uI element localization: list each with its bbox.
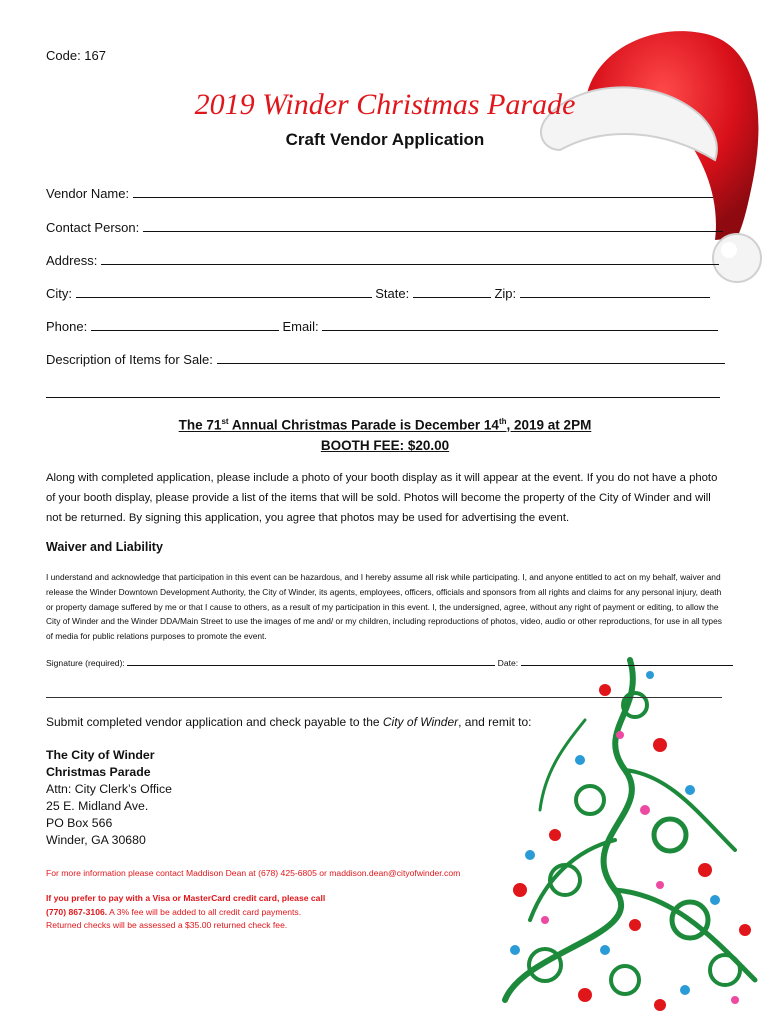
vendor-name-label: Vendor Name: [46,186,130,201]
divider [46,697,722,698]
address-field[interactable] [101,252,719,265]
address-line: 25 E. Midland Ave. [46,799,149,813]
date-field[interactable] [521,656,733,666]
waiver-text: I understand and acknowledge that participation in this event can be hazardous, and I hereby assume all risk while participating. I, and anyone entitled to act on my behalf, waiver and release the Winder Downtown Development Authority, the City of Winder, its agents, employees, officers, officials and sponsors from all rights and claims for any personal injury, death or property damage suffered by me or that I cause to others, as a result of my participation in this event. I, the undersigned, agree, without any right of payment or editing, to allow the City of Winder and the Winder DDA/Main Street to use the images of me and/ or my children, including reproductions of photos, video, audio or other reproductions, for use in all types of media for public relations purposes to promote the event. [46,572,722,642]
vendor-name-row [46,185,713,201]
signature-field[interactable] [127,656,495,666]
christmas-tree-icon [485,650,770,1020]
description-field[interactable] [217,351,725,364]
address-line: PO Box 566 [46,816,113,830]
submit-instructions: Submit completed vendor application and check payable to the City of Winder, and remit to: [46,715,532,729]
phone-label: Phone: [46,319,88,334]
email-label: Email: [282,319,319,334]
description-label: Description of Items for Sale: [46,352,213,367]
address-label: Address: [46,253,98,268]
address-line: The City of Winder [46,748,155,762]
form-subtitle: Craft Vendor Application [285,130,485,149]
waiver-heading: Waiver and Liability [46,540,163,554]
zip-label: Zip: [494,286,517,301]
address-row [46,252,719,268]
santa-hat-icon [515,10,770,290]
phone-field[interactable] [91,318,279,331]
contact-person-label: Contact Person: [46,220,140,235]
zip-field[interactable] [520,285,710,298]
address-line: Christmas Parade [46,765,151,779]
payment-info: If you prefer to pay with a Visa or MasterCard credit card, please call (770) 867-3106. A 3% fee will be added to all credit card payments. Returned checks will be assessed a $35.00 returned check fee. [46,893,326,930]
description-field-line2[interactable] [46,397,720,398]
contact-person-row [46,219,723,235]
form-code: Code: 167 [46,48,106,63]
page-title: 2019 Winder Christmas Parade [194,88,576,121]
state-label: State: [375,286,410,301]
city-field[interactable] [76,285,372,298]
city-state-zip-row [46,285,710,301]
signature-row [46,656,733,668]
signature-label: Signature (required): [46,658,125,668]
address-line: Attn: City Clerk’s Office [46,782,172,796]
contact-person-field[interactable] [143,219,723,232]
address-line: Winder, GA 30680 [46,833,146,847]
mailing-address [46,747,172,849]
city-label: City: [46,286,72,301]
contact-info: For more information please contact Maddison Dean at (678) 425-6805 or maddison.dean@cityofwinder.com [46,868,461,878]
state-field[interactable] [413,285,491,298]
date-label: Date: [497,658,519,668]
email-field[interactable] [322,318,718,331]
phone-email-row [46,318,718,334]
parade-date: The 71st Annual Christmas Parade is December 14th, 2019 at 2PM [178,417,592,433]
description-row [46,351,725,367]
instructions-text: Along with completed application, please include a photo of your booth display as it will appear at the event. If you do not have a photo of your booth display, please provide a list of the items that will be sold. Photos will become the property of the City of Winder and will not be returned. By signing this application, you agree that photos may be used for advertising the event. [46,472,718,524]
booth-fee: BOOTH FEE: $20.00 [320,438,450,453]
vendor-name-field[interactable] [133,185,713,198]
